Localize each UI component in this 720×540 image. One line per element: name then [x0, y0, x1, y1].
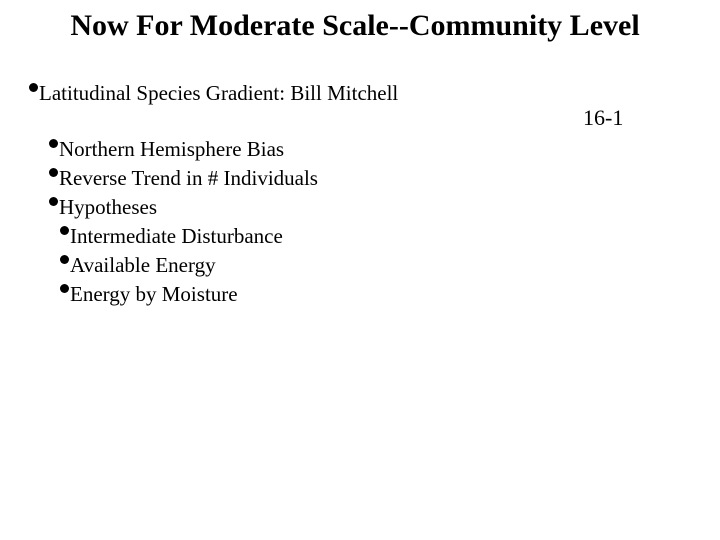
bullet-text: Reverse Trend in # Individuals [59, 166, 318, 190]
bullet-text: Intermediate Disturbance [70, 224, 283, 248]
bullet-item-northern-bias [49, 135, 284, 163]
bullet-text: Hypotheses [59, 195, 157, 219]
bullet-item-reverse-trend [49, 164, 318, 192]
bullet-icon [49, 139, 58, 148]
slide-title: Now For Moderate Scale--Community Level [70, 9, 640, 42]
bullet-icon [60, 226, 69, 235]
bullet-text: Available Energy [70, 253, 216, 277]
bullet-item-available-energy [60, 251, 216, 279]
bullet-item-energy-by-moisture [60, 280, 238, 308]
bullet-text: Northern Hemisphere Bias [59, 137, 285, 161]
bullet-icon [60, 255, 69, 264]
bullet-item-intermediate-disturbance [60, 222, 283, 250]
bullet-item-hypotheses [49, 193, 157, 221]
slide-number: 16-1 [583, 105, 624, 130]
bullet-icon [49, 197, 58, 206]
bullet-icon [60, 284, 69, 293]
bullet-text: Energy by Moisture [70, 282, 238, 306]
bullet-icon [29, 83, 38, 92]
bullet-icon [49, 168, 58, 177]
bullet-text: Latitudinal Species Gradient: Bill Mitchell [39, 81, 399, 105]
bullet-item-latitudinal-gradient [29, 79, 398, 107]
